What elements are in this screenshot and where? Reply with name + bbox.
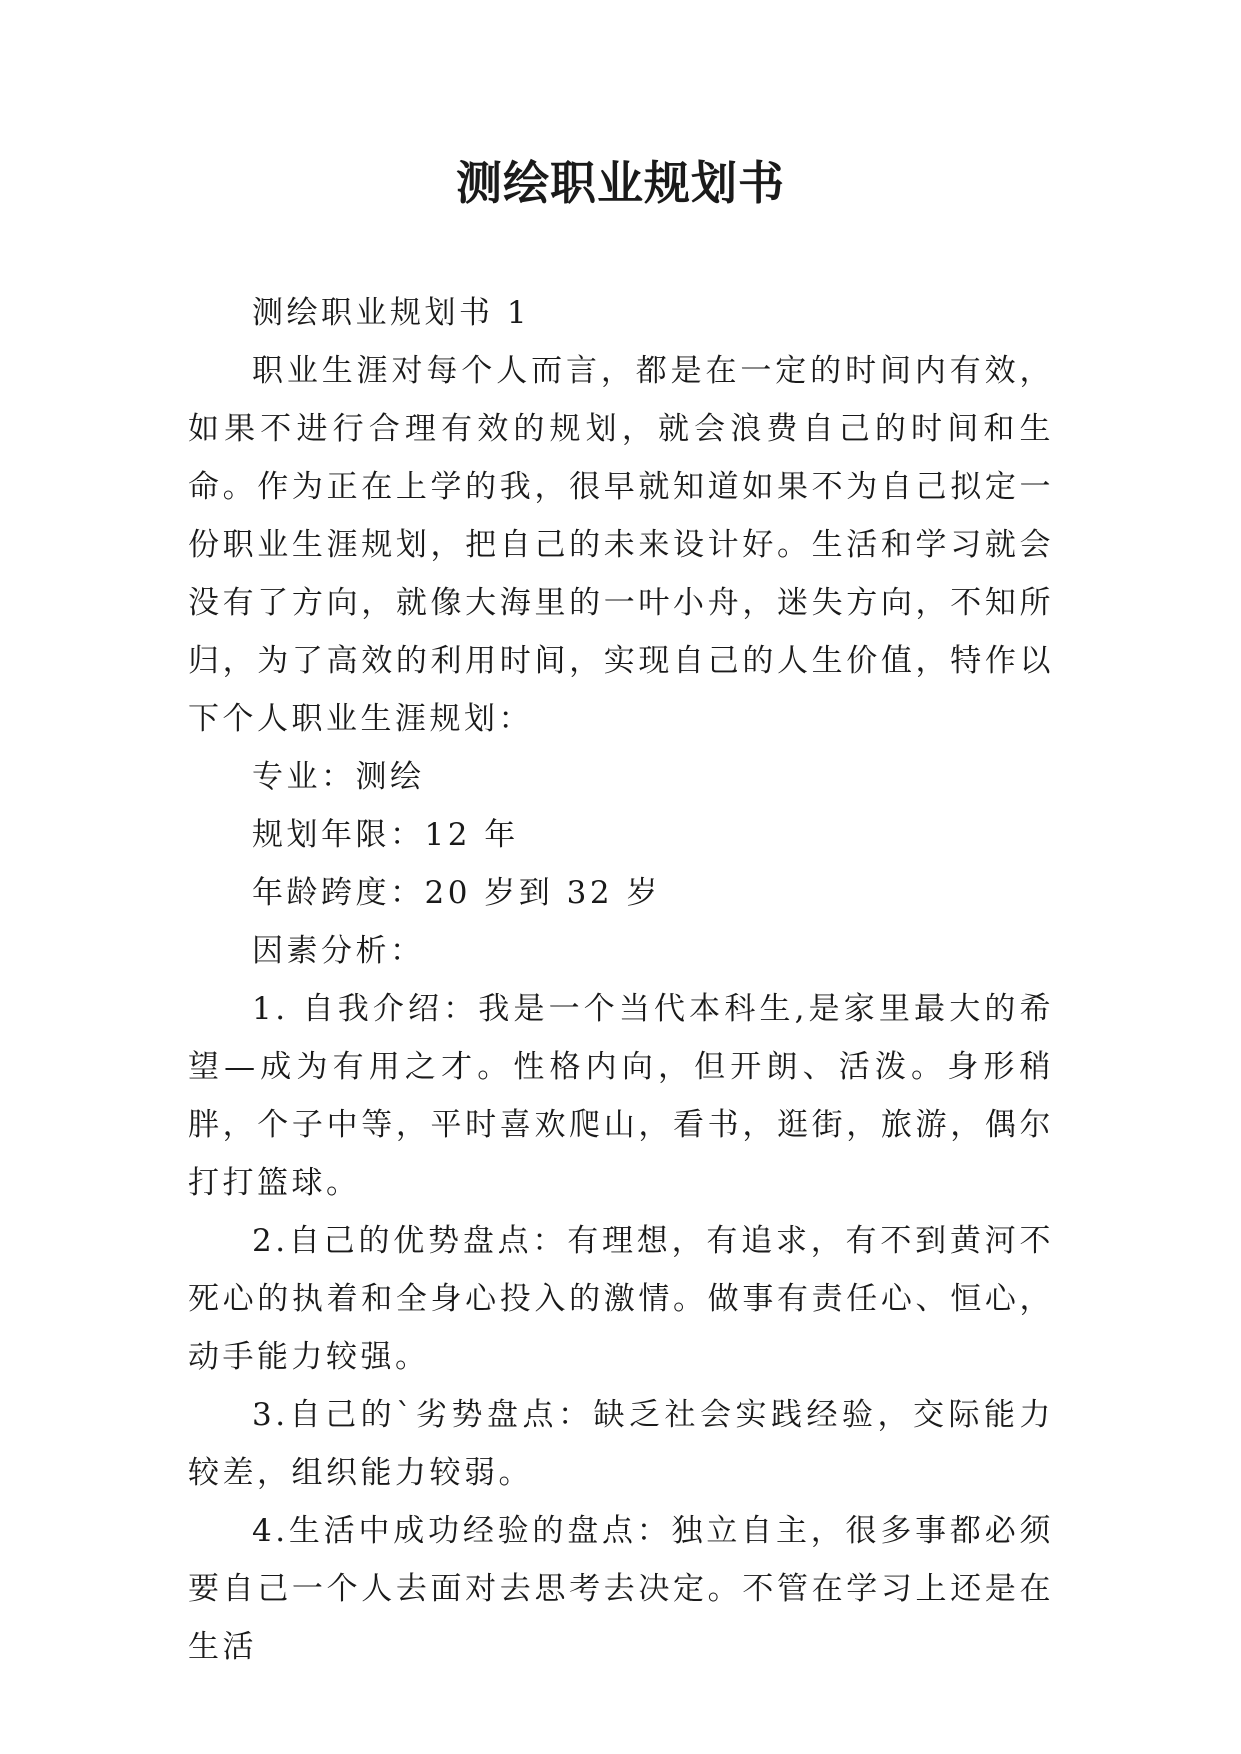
section-heading: 测绘职业规划书 1 xyxy=(252,295,531,331)
document-title: 测绘职业规划书 xyxy=(456,156,785,210)
self-introduction-paragraph: 1. 自我介绍：我是一个当代本科生,是家里最大的希望—成为有用之才。性格内向，但开朗、活泼。身形稍胖，个子中等，平时喜欢爬山，看书，逛街，旅游，偶尔打打篮球。 xyxy=(188,991,1054,1201)
factor-analysis-heading: 因素分析： xyxy=(252,933,425,969)
weaknesses-paragraph: 3.自己的`劣势盘点：缺乏社会实践经验，交际能力较差，组织能力较弱。 xyxy=(188,1397,1054,1491)
major-line: 专业：测绘 xyxy=(252,759,425,795)
document-body xyxy=(188,284,1054,1676)
age-span-line: 年龄跨度：20 岁到 32 岁 xyxy=(252,875,661,911)
intro-paragraph: 职业生涯对每个人而言，都是在一定的时间内有效，如果不进行合理有效的规划，就会浪费自己的时间和生命。作为正在上学的我，很早就知道如果不为自己拟定一份职业生涯规划，把自己的未来设计好。生活和学习就会没有了方向，就像大海里的一叶小舟，迷失方向，不知所归，为了高效的利用时间，实现自己的人生价值，特作以下个人职业生涯规划： xyxy=(188,353,1054,737)
strengths-paragraph: 2.自己的优势盘点：有理想，有追求，有不到黄河不死心的执着和全身心投入的激情。做事有责任心、恒心，动手能力较强。 xyxy=(188,1223,1054,1375)
planning-period-line: 规划年限：12 年 xyxy=(252,817,519,853)
success-experience-paragraph: 4.生活中成功经验的盘点：独立自主，很多事都必须要自己一个人去面对去思考去决定。不管在学习上还是在生活 xyxy=(188,1513,1054,1665)
